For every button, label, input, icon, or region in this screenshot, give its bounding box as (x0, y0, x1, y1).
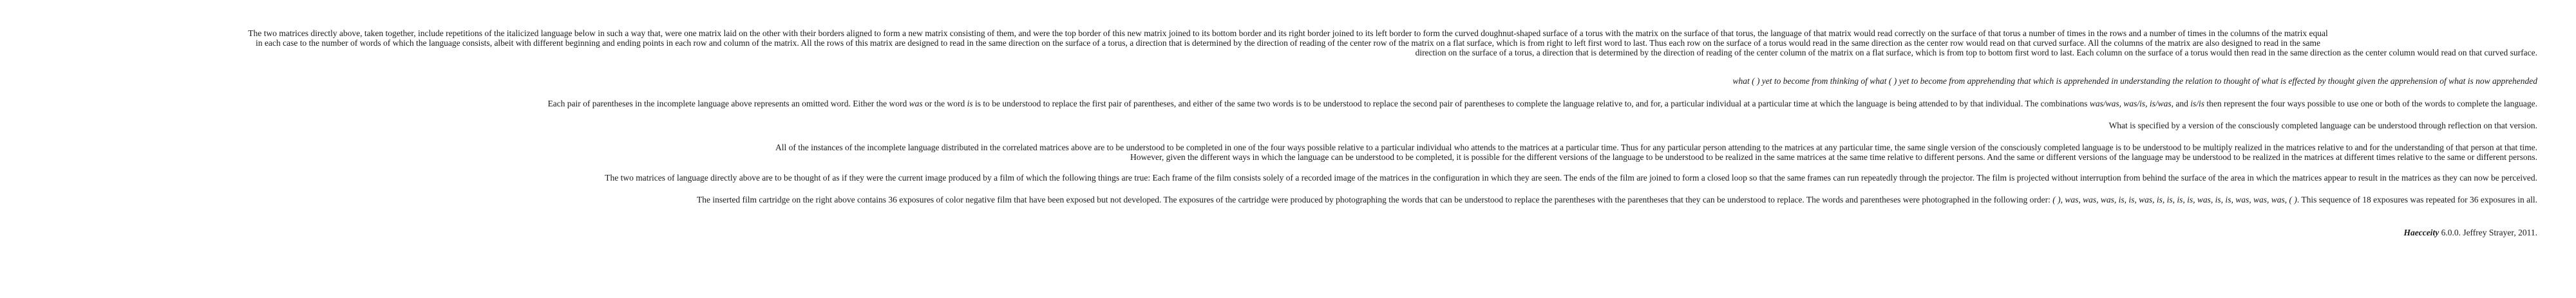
paragraph-line: However, given the different ways in which the language can be understood to be completed, it is possible for the different versions of the language to be understood to be realized in the same matrices at the same time relative to different persons. And the same or different versions of the language may be understood to be realized in the matrices at different times relative to the same or different persons. (1130, 152, 2537, 162)
paragraph-text: and (2173, 99, 2191, 108)
paragraph-text: . This sequence of 18 exposures was repeated for 36 exposures in all. (2297, 195, 2537, 204)
paragraph-text: or the word (922, 99, 967, 108)
paragraph-text: Each pair of parentheses in the incomplete language above represents an omitted word. Either the word (547, 99, 909, 108)
paragraph-torus-matrices (39, 28, 2537, 57)
word-is-is: is/is (2190, 99, 2204, 108)
exposure-sequence: ( ), was, was, was, is, is, was, is, is, is, is, was, is, is, was, was, was, ( ) (2052, 195, 2297, 204)
work-title: Haecceity (2403, 228, 2439, 237)
paragraph-text: What is specified by a version of the consciously completed language can be understood through reflection on that version. (2108, 121, 2537, 130)
paragraph-parentheses (39, 99, 2537, 108)
paragraph-cartridge (39, 195, 2537, 204)
paragraph-film (39, 173, 2537, 183)
paragraph-line: All of the instances of the incomplete language distributed in the correlated matrices above are to be understood to be completed in one of the four ways possible relative to a particular individual who attends to the matrices at a particular time. Thus for any particular person attending to the matrices at any particular time, the same single version of the consciously completed language is to be understood to be multiply realized in the matrices relative to and for the understanding of that person at that time. (775, 143, 2537, 152)
paragraph-text: is to be understood to replace the first pair of parentheses, and either of the same two words is to be understood to replace the second pair of parentheses to complete the language relative to, and for, a particular individual at a particular time at which the language is being attended to by that individual. The combinations (972, 99, 2090, 108)
italic-incomplete-language (39, 76, 2537, 86)
work-version-author: 6.0.0. Jeffrey Strayer, 2011. (2439, 228, 2537, 237)
paragraph-line: The two matrices directly above, taken together, include repetitions of the italicized language below in such a way that, were one matrix laid on the other with their borders aligned to form a new matrix consisting of them, and were the top border of this new matrix joined to its bottom border and its right border joined to its left border to form the curved doughnut-shaped surface of a torus with the matrix on the surface of that torus, the language of that matrix would read correctly on the surface of that torus a number of times in the rows and a number of times in the columns of the matrix equal (248, 28, 2328, 38)
word-combinations: was/was, was/is, is/was, (2089, 99, 2174, 108)
paragraph-line: in each case to the number of words of which the language consists, albeit with different beginning and ending points in each row and column of the matrix. All the rows of this matrix are designed to read in the same direction on the surface of a torus, a direction that is determined by the direction of reading of the center row of the matrix on a flat surface, which is from right to left first word to last. Thus each row on the surface of a torus would read in the same direction as the center row would read on that curved surface. All the columns of the matrix are also designed to read in the same (256, 38, 2320, 48)
paragraph-text: then represent the four ways possible to use one or both of the words to complete the language. (2204, 99, 2537, 108)
paragraph-text: The two matrices of language directly above are to be thought of as if they were the current image produced by a film of which the following things are true: Each frame of the film consists solely of a recorded image of the matrices in the configuration in which they are seen. The ends of the film are joined to form a closed loop so that the same frames can run repeatedly through the projector. The film is projected without interruption from behind the surface of the area in which the matrices appear to result in the matrices as they can now be perceived. (605, 173, 2537, 183)
paragraph-text: The inserted film cartridge on the right above contains 36 exposures of color negative film that have been exposed but not developed. The exposures of the cartridge were produced by photographing the words that can be understood to replace the parentheses with the parentheses that they can be understood to replace. The words and parentheses were photographed in the following order: (697, 195, 2053, 204)
word-was: was (909, 99, 923, 108)
incomplete-language-text: what ( ) yet to become from thinking of what ( ) yet to become from apprehending that which is apprehended in understanding the relation to thought of what is effected by thought given the apprehension of what is now apprehended (1732, 76, 2537, 86)
paragraph-instances (39, 143, 2537, 162)
signature (39, 228, 2537, 237)
paragraph-reflection (39, 121, 2537, 130)
word-is: is (967, 99, 973, 108)
paragraph-line: direction on the surface of a torus, a direction that is determined by the direction of reading of the center column of the matrix on a flat surface, which is from top to bottom first word to last. Each column on the surface of a torus would then read in the same direction as the center column would read on that curved surface. (1415, 48, 2537, 57)
